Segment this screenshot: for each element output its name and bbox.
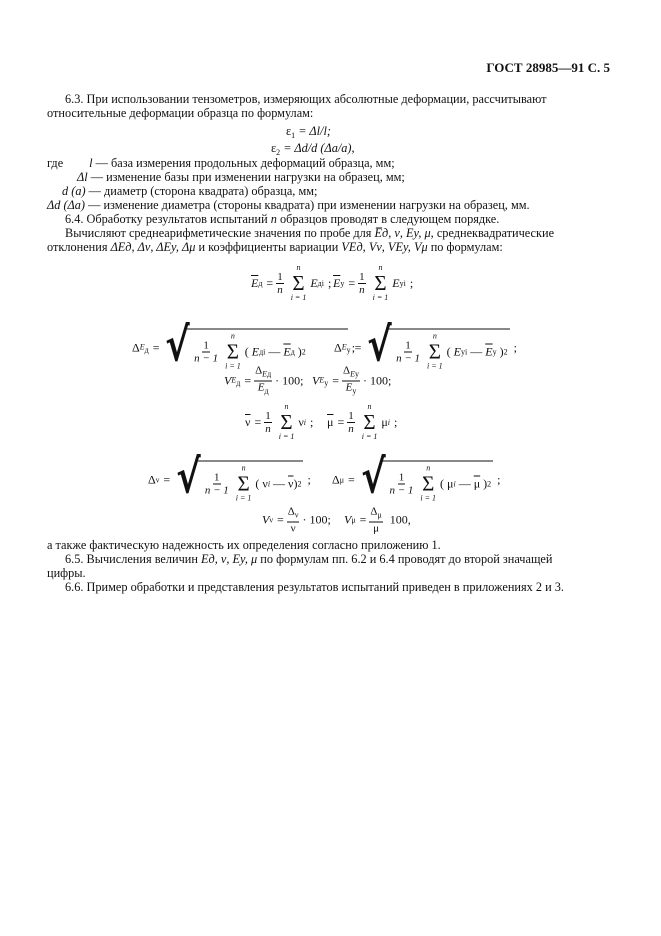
formula-var-nu: V ν = $\frac{\Delta_\nu}{\nu}$ · 100; <box>262 505 331 535</box>
page-header: ГОСТ 28985—91 С. 5 <box>486 60 610 75</box>
formula-var-Ey: V $E_у$ = $\frac{\Delta_{Eу}}{\overline{E}_у}$ · 100; <box>312 364 392 396</box>
formula-std-Ey: Δ $E_у$ = √ $\frac{1}{n - 1}$ n Σ i = 1 ( E уi — $\overline{E}$ у ) 2 ; <box>334 317 517 372</box>
where-d: d (a) — диаметр (сторона квадрата) образца, мм; <box>62 184 318 198</box>
para-6-6: 6.6. Пример обработки и представления результатов испытаний приведен в приложениях 2 и 3. <box>65 580 564 594</box>
formula-var-mu: V μ = $\frac{\Delta_\mu}{\mu}$ 100, <box>344 505 411 535</box>
where-l: где l — база измерения продольных деформаций образца, мм; <box>47 156 395 170</box>
formula-std-nu: Δ ν = √ $\frac{1}{n - 1}$ n Σ i = 1 ( ν i — $\overline{\nu}$ ) 2 ; <box>148 449 311 504</box>
formula-mean-Ed: $\overline{E}$ д = $\frac{1}{n}$ n Σ i = 1 E дi ; <box>251 263 332 302</box>
para-6-4-line2: Вычисляют среднеарифметические значения по пробе для E̅д, ν, Eу, μ, среднеквадратические <box>65 226 555 240</box>
para-6-4-line3: отклонения ΔEд, Δν, ΔEу, Δμ и коэффициенты вариации VEд, Vν, VEу, Vμ по формулам: <box>47 240 503 254</box>
para-6-5-line1: 6.5. Вычисления величин Eд, ν, Eу, μ по формулам пп. 6.2 и 6.4 проводят до второй значащей <box>65 552 553 566</box>
after-line1: а также фактическую надежность их определения согласно приложению 1. <box>47 538 441 552</box>
formula-eps2: $\varepsilon_2 = \Delta d/d$ (Δa/a), <box>271 141 355 157</box>
formula-std-mu: Δ μ = √ $\frac{1}{n - 1}$ n Σ i = 1 ( μ i — $\overline{\mu}$ ) 2 ; <box>332 449 501 504</box>
formula-mean-mu: $\overline{\mu}$ = $\frac{1}{n}$ n Σ i = 1 μ i ; <box>327 402 398 441</box>
formula-std-Ed: Δ $E_д$ = √ $\frac{1}{n - 1}$ n Σ i = 1 ( E дi — $\overline{E}$ д ) 2 ; <box>132 317 356 372</box>
para-6-4-line1: 6.4. Обработку результатов испытаний n образцов проводят в следующем порядке. <box>65 212 500 226</box>
formula-mean-Ey: $\overline{E}$ у = $\frac{1}{n}$ n Σ i = 1 E уi ; <box>333 263 414 302</box>
para-6-5-line2: цифры. <box>47 566 86 580</box>
where-dl: Δl — изменение базы при изменении нагрузки на образец, мм; <box>77 170 405 184</box>
para-6-3-line1: 6.3. При использовании тензометров, измеряющих абсолютные деформации, рассчитывают <box>65 92 547 106</box>
formula-mean-nu: $\overline{\nu}$ = $\frac{1}{n}$ n Σ i = 1 ν i ; <box>245 402 314 441</box>
para-6-3-line2: относительные деформации образца по формулам: <box>47 106 314 120</box>
where-dd: Δd (Δa) — изменение диаметра (стороны квадрата) при изменении нагрузки на образец, мм. <box>47 198 530 212</box>
formula-eps1: $\varepsilon_1 = \Delta l/l$; <box>286 124 331 140</box>
formula-var-Ed: V $E_д$ = $\frac{\Delta_{Eд}}{\overline{E}_д}$ · 100; <box>224 364 304 396</box>
